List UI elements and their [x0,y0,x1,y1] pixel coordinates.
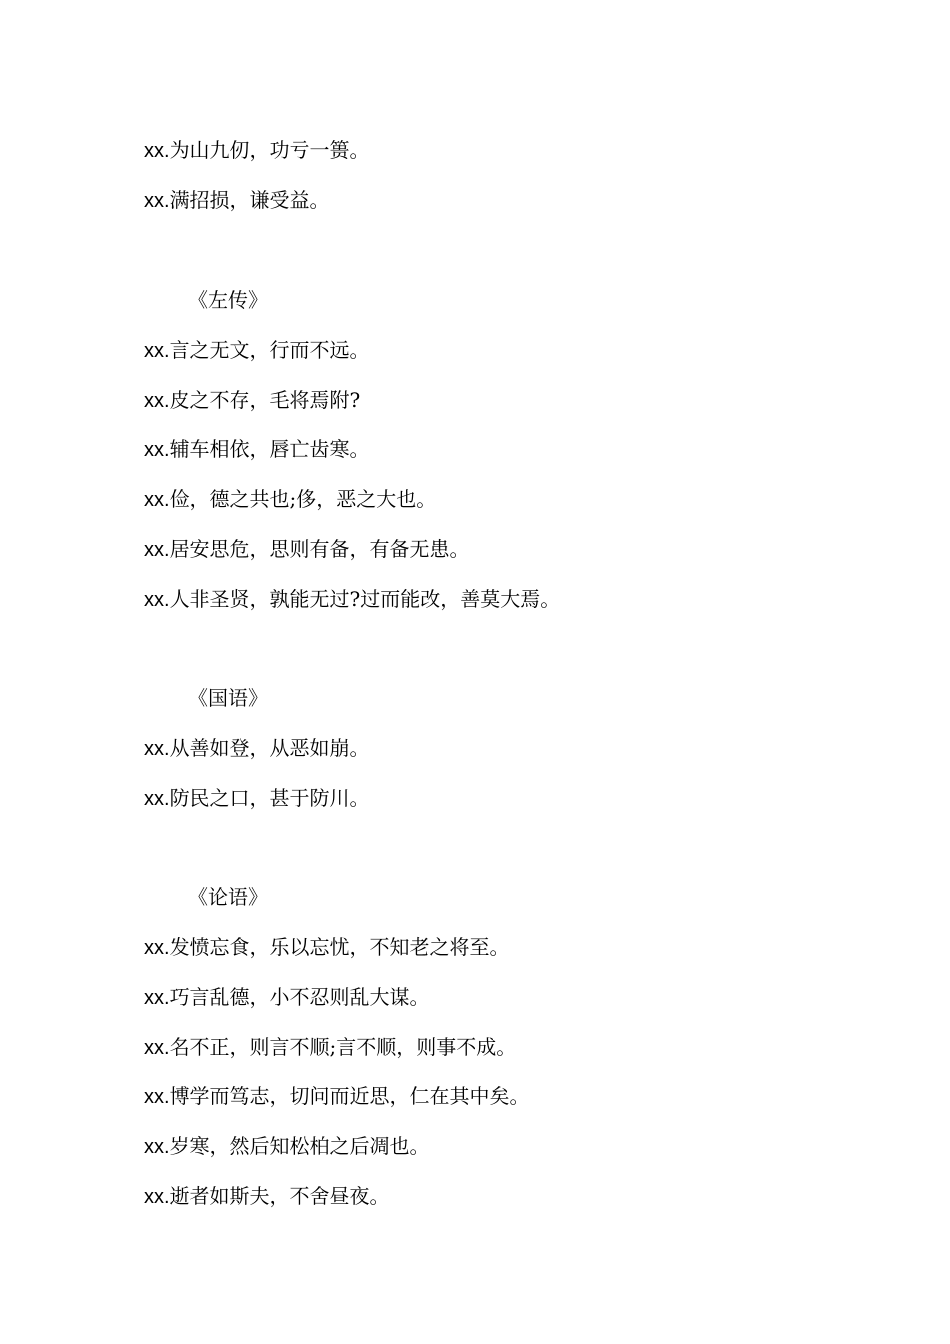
quote-line [144,736,370,761]
quote-line [144,437,370,462]
quote-line [144,1084,530,1109]
line-number: xx. [144,738,170,760]
line-number: xx. [144,1037,170,1059]
line-number: xx. [144,589,170,611]
quote-line [144,1184,390,1209]
quote-line [144,587,560,612]
line-number: xx. [144,190,170,212]
line-text: 巧言乱德，小不忍则乱大谋。 [169,985,430,1009]
line-number: xx. [144,140,170,162]
line-text: 人非圣贤，孰能无过?过而能改，善莫大焉。 [169,587,561,611]
line-number: xx. [144,1136,170,1158]
line-number: xx. [144,489,170,511]
quote-line [144,188,330,213]
line-number: xx. [144,340,170,362]
line-text: 发愤忘食，乐以忘忧，不知老之将至。 [169,935,510,959]
line-number: xx. [144,390,170,412]
line-text: 博学而笃志，切问而近思，仁在其中矣。 [169,1084,530,1108]
quote-line [144,138,370,163]
line-text: 辅车相依，唇亡齿寒。 [169,437,370,461]
line-number: xx. [144,987,170,1009]
line-text: 为山九仞，功亏一篑。 [169,138,370,162]
quote-line [144,487,436,512]
line-text: 皮之不存，毛将焉附? [169,388,361,412]
line-number: xx. [144,1086,170,1108]
section-heading: 《左传》 [188,288,268,312]
line-number: xx. [144,788,170,810]
line-text: 言之无文，行而不远。 [169,338,370,362]
quote-line [144,1134,430,1159]
line-number: xx. [144,1186,170,1208]
line-text: 满招损，谦受益。 [169,188,330,212]
line-text: 俭，德之共也;侈，恶之大也。 [169,487,437,511]
line-text: 逝者如斯夫，不舍昼夜。 [169,1184,390,1208]
line-number: xx. [144,439,170,461]
quote-line [144,985,430,1010]
line-number: xx. [144,539,170,561]
quote-line [144,537,470,562]
section-heading: 《国语》 [188,686,268,710]
line-number: xx. [144,937,170,959]
line-text: 从善如登，从恶如崩。 [169,736,370,760]
quote-line [144,388,360,413]
line-text: 居安思危，思则有备，有备无患。 [169,537,470,561]
line-text: 防民之口，甚于防川。 [169,786,370,810]
quote-line [144,1035,516,1060]
line-text: 名不正，则言不顺;言不顺，则事不成。 [169,1035,517,1059]
quote-line [144,338,370,363]
section-heading: 《论语》 [188,885,268,909]
line-text: 岁寒，然后知松柏之后凋也。 [169,1134,430,1158]
quote-line [144,786,370,811]
quote-line [144,935,510,960]
